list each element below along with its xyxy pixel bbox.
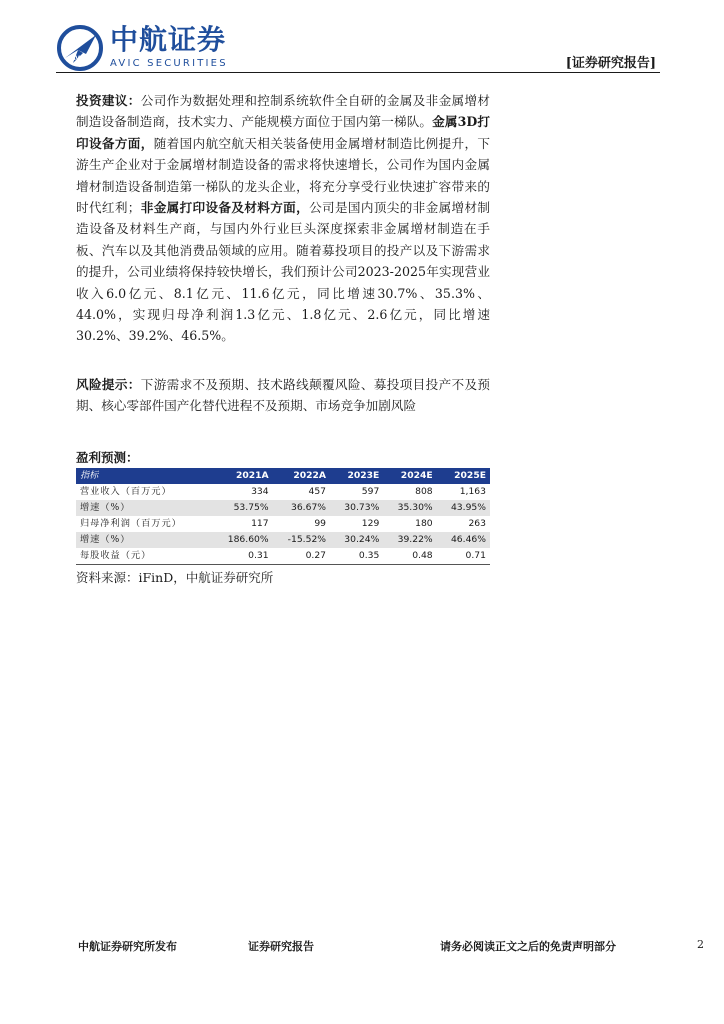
table-header-cell: 2024E (383, 468, 436, 484)
table-cell: 每股收益（元） (76, 548, 212, 565)
table-cell: 归母净利润（百万元） (80, 518, 182, 529)
table-header-row (76, 468, 490, 484)
table-cell: 117 (251, 518, 269, 529)
table-cell: 0.31 (212, 548, 273, 565)
brand-name-cn: 中航证券 (110, 23, 227, 56)
avic-wing-logo-icon (56, 24, 104, 72)
table-header-cell: 2022A (273, 468, 330, 484)
table-cell: 53.75% (212, 500, 273, 516)
table-cell: 1,163 (459, 486, 486, 497)
table-cell: 263 (468, 518, 486, 529)
table-cell: 30.73% (330, 500, 383, 516)
report-type-tag: [证券研究报告] (565, 56, 656, 71)
footer-disclaimer-note: 请务必阅读正文之后的免责声明部分 (440, 940, 616, 953)
table-cell: 597 (361, 486, 380, 497)
table-cell: 增速（%） (76, 500, 212, 516)
table-header-cell: 2021A (212, 468, 273, 484)
brand-name-en: AVIC SECURITIES (110, 58, 228, 69)
company-logo (56, 24, 256, 72)
table-row (76, 500, 490, 516)
table-cell: 46.46% (437, 532, 490, 548)
investment-advice-paragraph (76, 90, 490, 347)
table-cell: 0.27 (273, 548, 330, 565)
table-row (76, 532, 490, 548)
table-cell: 30.24% (330, 532, 383, 548)
table-cell: 99 (314, 518, 327, 529)
risk-warning-paragraph (76, 374, 490, 417)
table-cell: 129 (361, 518, 380, 529)
forecast-table-title: 盈利预测： (76, 450, 139, 465)
table-cell: 0.48 (383, 548, 436, 565)
investment-advice-text-1: 公司作为数据处理和控制系统软件全自研的金属及非金属增材制造设备制造商，技术实力、产能规模方面位于国内第一梯队。 (76, 93, 491, 130)
table-cell: 457 (308, 486, 327, 497)
table-cell: 35.30% (383, 500, 436, 516)
risk-warning-lead: 风险提示： (76, 377, 141, 392)
data-source-note: 资料来源：iFinD，中航证券研究所 (76, 570, 274, 585)
investment-advice-text-3: 公司是国内顶尖的非金属增材制造设备及材料生产商，与国内外行业巨头深度探索非金属增材制造在手板、汽车以及其他消费品领域的应用。随着募投项目的投产以及下游需求的提升，公司业绩将保持较快增长，我们预计公司2023-2025年实现营业收入6.0亿元、8.1亿元、11.6亿元，同比增速30.7%、35.3%、44.0%，实现归母净利润1.3亿元、1.8亿元、2.6亿元，同比增速30.2%、39.2%、46.5%。 (76, 200, 491, 344)
footer-publisher: 中航证券研究所发布 (78, 940, 177, 953)
footer-report-type: 证券研究报告 (248, 940, 314, 953)
table-header-cell: 2023E (330, 468, 383, 484)
table-header-cell: 指标 (76, 468, 212, 484)
svg-text:AVIC: AVIC (71, 55, 87, 62)
table-cell: 43.95% (437, 500, 490, 516)
table-cell: 营业收入（百万元） (80, 486, 172, 497)
earnings-forecast-table (76, 468, 490, 565)
table-row (76, 548, 490, 565)
table-row (76, 484, 490, 500)
table-cell: 36.67% (273, 500, 330, 516)
table-cell: 808 (415, 486, 433, 497)
nonmetal-printing-heading: 非金属打印设备及材料方面， (140, 200, 310, 216)
table-row (76, 516, 490, 532)
metal-3d-printing-heading: 金属3D打印设备方面， (76, 114, 490, 151)
table-cell: 334 (251, 486, 269, 497)
investment-advice-text-2: 随着国内航空航天相关装备使用金属增材制造比例提升，下游生产企业对于金属增材制造设备的需求将快速增长，公司作为国内金属增材制造设备制造第一梯队的龙头企业，将充分享受行业快速扩容带来的时代红利； (76, 135, 491, 216)
table-cell: 180 (415, 518, 433, 529)
table-cell: 0.35 (330, 548, 383, 565)
risk-warning-text: 下游需求不及预期、技术路线颠覆风险、募投项目投产不及预期、核心零部件国产化替代进程不及预期、市场竞争加剧风险 (76, 377, 491, 414)
investment-advice-lead: 投资建议： (76, 93, 141, 108)
table-cell: -15.52% (273, 532, 330, 548)
table-cell: 186.60% (212, 532, 273, 548)
table-cell: 增速（%） (76, 532, 212, 548)
page-number: 2 (697, 938, 704, 951)
table-header-cell: 2025E (437, 468, 490, 484)
header-divider (56, 72, 660, 73)
table-cell: 0.71 (437, 548, 490, 565)
table-cell: 39.22% (383, 532, 436, 548)
